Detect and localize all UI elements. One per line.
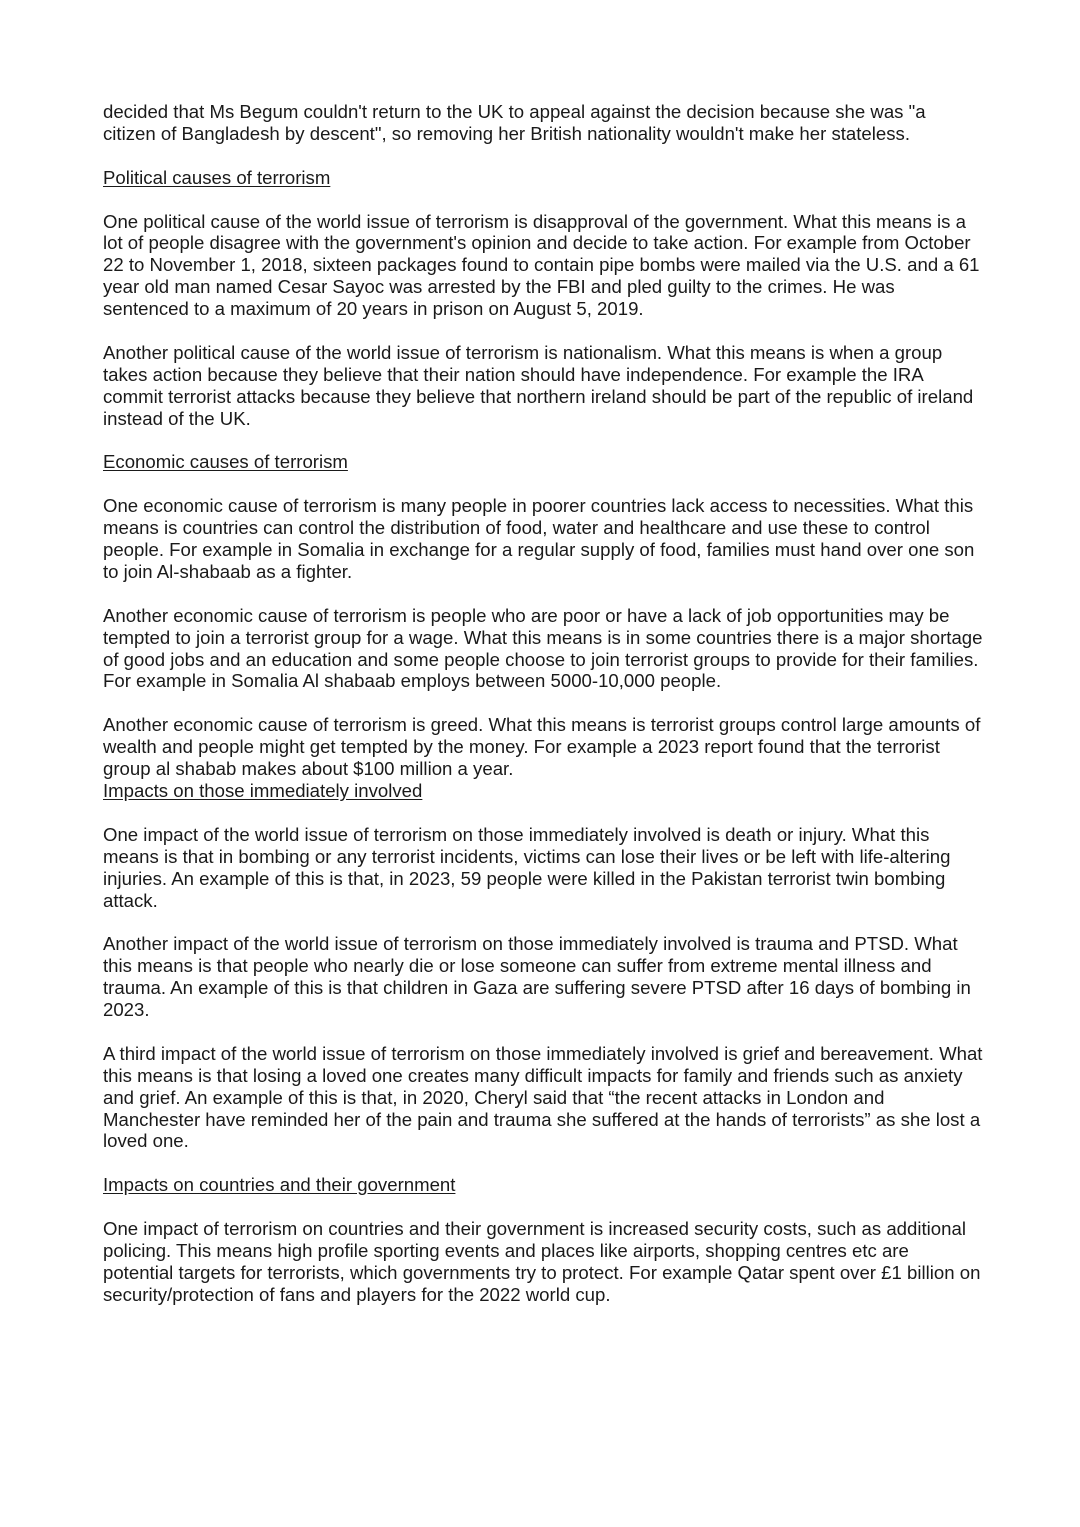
section-heading-political-causes: Political causes of terrorism (103, 166, 331, 188)
paragraph-impact-trauma-ptsd: Another impact of the world issue of terrorism on those immediately involved is trauma and PTSD. What this means is that people who nearly die or lose someone can suffer from extreme mental illness and trauma. An example of this is that children in Gaza are suffering severe PTSD after 16 days of bombing in 2023. (103, 933, 971, 1021)
paragraph-impact-security-costs: One impact of terrorism on countries and their government is increased security costs, such as additional policing. This means high profile sporting events and places like airports, shopping centres etc are potential targets for terrorists, which governments try to protect. For example Qatar spent over £1 billion on security/protection of fans and players for the 2022 world cup. (103, 1218, 981, 1305)
paragraph-impact-grief-bereavement: A third impact of the world issue of terrorism on those immediately involved is grief and bereavement. What this means is that losing a loved one creates many difficult impacts for family and friends such as anxiety and grief. An example of this is that, in 2020, Cheryl said that “the recent attacks in London and Manchester have reminded her of the pain and trauma she suffered at the hands of terrorists” as she lost a loved one. (103, 1042, 983, 1152)
paragraph-economic-cause-necessities: One economic cause of terrorism is many people in poorer countries lack access to necessities. What this means is countries can control the distribution of food, water and healthcare and use these to control people. For example in Somalia in exchange for a regular supply of food, families must hand over one son to join Al-shabaab as a fighter. (103, 495, 975, 582)
paragraph-economic-cause-greed: Another economic cause of terrorism is greed. What this means is terrorist groups control large amounts of wealth and people might get tempted by the money. For example a 2023 report found that the terrorist group al shabab makes about $100 million a year. (103, 714, 981, 780)
section-heading-impacts-immediately-involved: Impacts on those immediately involved (103, 779, 423, 801)
paragraph-political-cause-disapproval: One political cause of the world issue of terrorism is disapproval of the government. What this means is a lot of people disagree with the government's opinion and decide to take action. For example from October 22 to November 1, 2018, sixteen packages found to contain pipe bombs were mailed via the U.S. and a 61 year old man named Cesar Sayoc was arrested by the FBI and pled guilty to the crimes. He was sentenced to a maximum of 20 years in prison on August 5, 2019. (103, 210, 980, 320)
section-heading-economic-causes: Economic causes of terrorism (103, 451, 348, 473)
document-page (103, 101, 983, 1328)
section-heading-impacts-countries-government: Impacts on countries and their government (103, 1174, 456, 1196)
paragraph-begum-decision: decided that Ms Begum couldn't return to the UK to appeal against the decision because she was "a citizen of Bangladesh by descent", so removing her British nationality wouldn't make her stateless. (103, 101, 926, 144)
paragraph-impact-death-injury: One impact of the world issue of terrorism on those immediately involved is death or injury. What this means is that in bombing or any terrorist incidents, victims can lose their lives or be left with life-altering injuries. An example of this is that, in 2023, 59 people were killed in the Pakistan terrorist twin bombing attack. (103, 823, 951, 911)
paragraph-political-cause-nationalism: Another political cause of the world issue of terrorism is nationalism. What this means is when a group takes action because they believe that their nation should have independence. For example the IRA commit terrorist attacks because they believe that northern ireland should be part of the republic of ireland instead of the UK. (103, 341, 974, 429)
paragraph-economic-cause-wage: Another economic cause of terrorism is people who are poor or have a lack of job opportunities may be tempted to join a terrorist group for a wage. What this means is in some countries there is a major shortage of good jobs and an education and some people choose to join terrorist groups to provide for their families. For example in Somalia Al shabaab employs between 5000-10,000 people. (103, 604, 983, 692)
